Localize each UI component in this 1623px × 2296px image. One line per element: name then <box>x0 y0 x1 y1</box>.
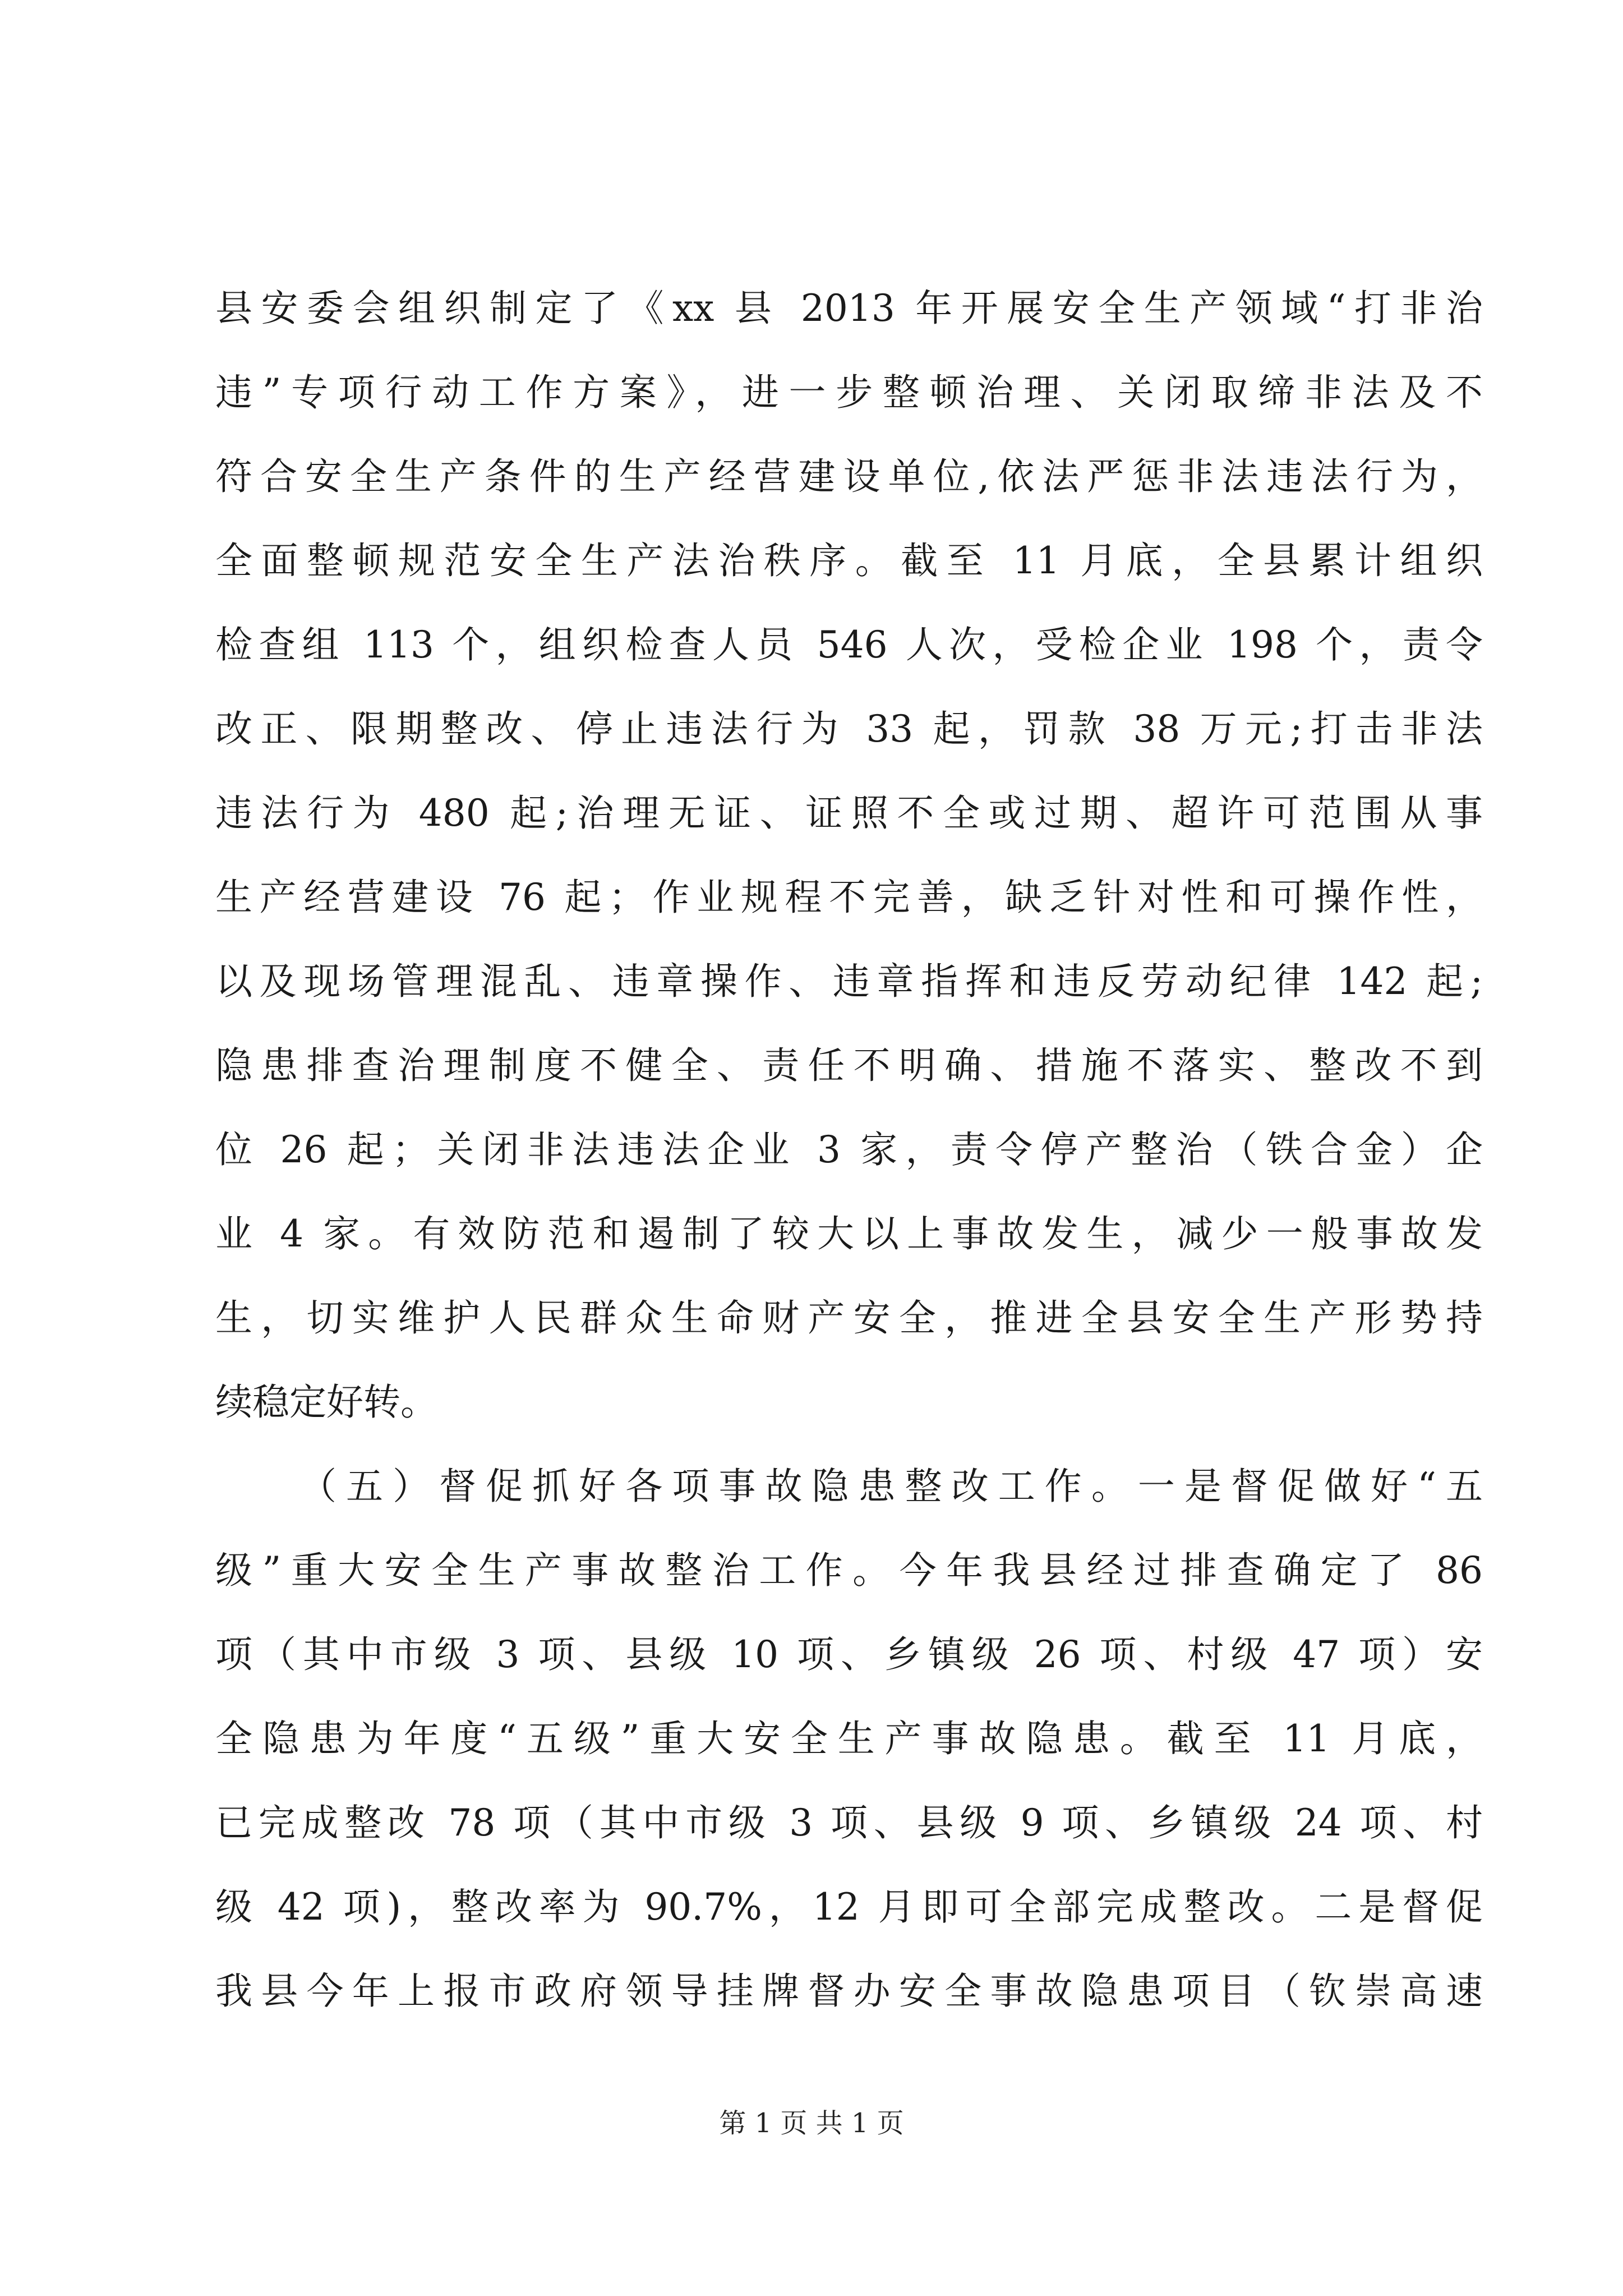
text-line: 续稳定好转。 <box>215 1381 437 1424</box>
text-line: 全隐患为年度“五级”重大安全生产事故隐患。截至 11 月底， <box>215 1717 1483 1760</box>
text-line: 生产经营建设 76 起；作业规程不完善，缺乏针对性和可操作性， <box>215 876 1483 919</box>
text-line: （五）督促抓好各项事故隐患整改工作。一是督促做好“五 <box>299 1465 1483 1508</box>
text-line: 生，切实维护人民群众生命财产安全，推进全县安全生产形势持 <box>215 1296 1483 1340</box>
text-line: 我县今年上报市政府领导挂牌督办安全事故隐患项目（钦崇高速 <box>215 1970 1483 2013</box>
text-line: 项（其中市级 3 项、县级 10 项、乡镇级 26 项、村级 47 项）安 <box>215 1633 1483 1676</box>
text-line: 违法行为 480 起;治理无证、证照不全或过期、超许可范围从事 <box>215 792 1483 835</box>
page-footer <box>0 2106 1623 2140</box>
text-line: 以及现场管理混乱、违章操作、违章指挥和违反劳动纪律 142 起; <box>215 960 1483 1003</box>
text-line: 违”专项行动工作方案》，进一步整顿治理、关闭取缔非法及不 <box>215 371 1483 414</box>
paragraph-2 <box>215 1444 1483 2033</box>
text-line: 隐患排查治理制度不健全、责任不明确、措施不落实、整改不到 <box>215 1044 1483 1087</box>
text-line: 级 42 项)，整改率为 90.7%，12 月即可全部完成整改。二是督促 <box>215 1885 1483 1929</box>
text-line: 位 26 起；关闭非法违法企业 3 家，责令停产整治（铁合金）企 <box>215 1128 1483 1171</box>
text-line: 检查组 113 个，组织检查人员 546 人次，受检企业 198 个，责令 <box>215 623 1483 666</box>
page-number-label: 第 1 页 共 1 页 <box>719 2108 904 2139</box>
paragraph-1 <box>215 266 1483 1444</box>
text-line: 全面整顿规范安全生产法治秩序。截至 11 月底，全县累计组织 <box>215 539 1483 582</box>
text-line: 符合安全生产条件的生产经营建设单位,依法严惩非法违法行为， <box>215 455 1483 498</box>
document-body <box>215 266 1483 2033</box>
text-line: 业 4 家。有效防范和遏制了较大以上事故发生，减少一般事故发 <box>215 1212 1483 1255</box>
text-line: 级”重大安全生产事故整治工作。今年我县经过排查确定了 86 <box>215 1549 1483 1592</box>
text-line: 改正、限期整改、停止违法行为 33 起，罚款 38 万元;打击非法 <box>215 707 1483 751</box>
text-line: 县安委会组织制定了《xx 县 2013 年开展安全生产领域“打非治 <box>215 287 1483 330</box>
text-line: 已完成整改 78 项（其中市级 3 项、县级 9 项、乡镇级 24 项、村 <box>215 1801 1483 1844</box>
